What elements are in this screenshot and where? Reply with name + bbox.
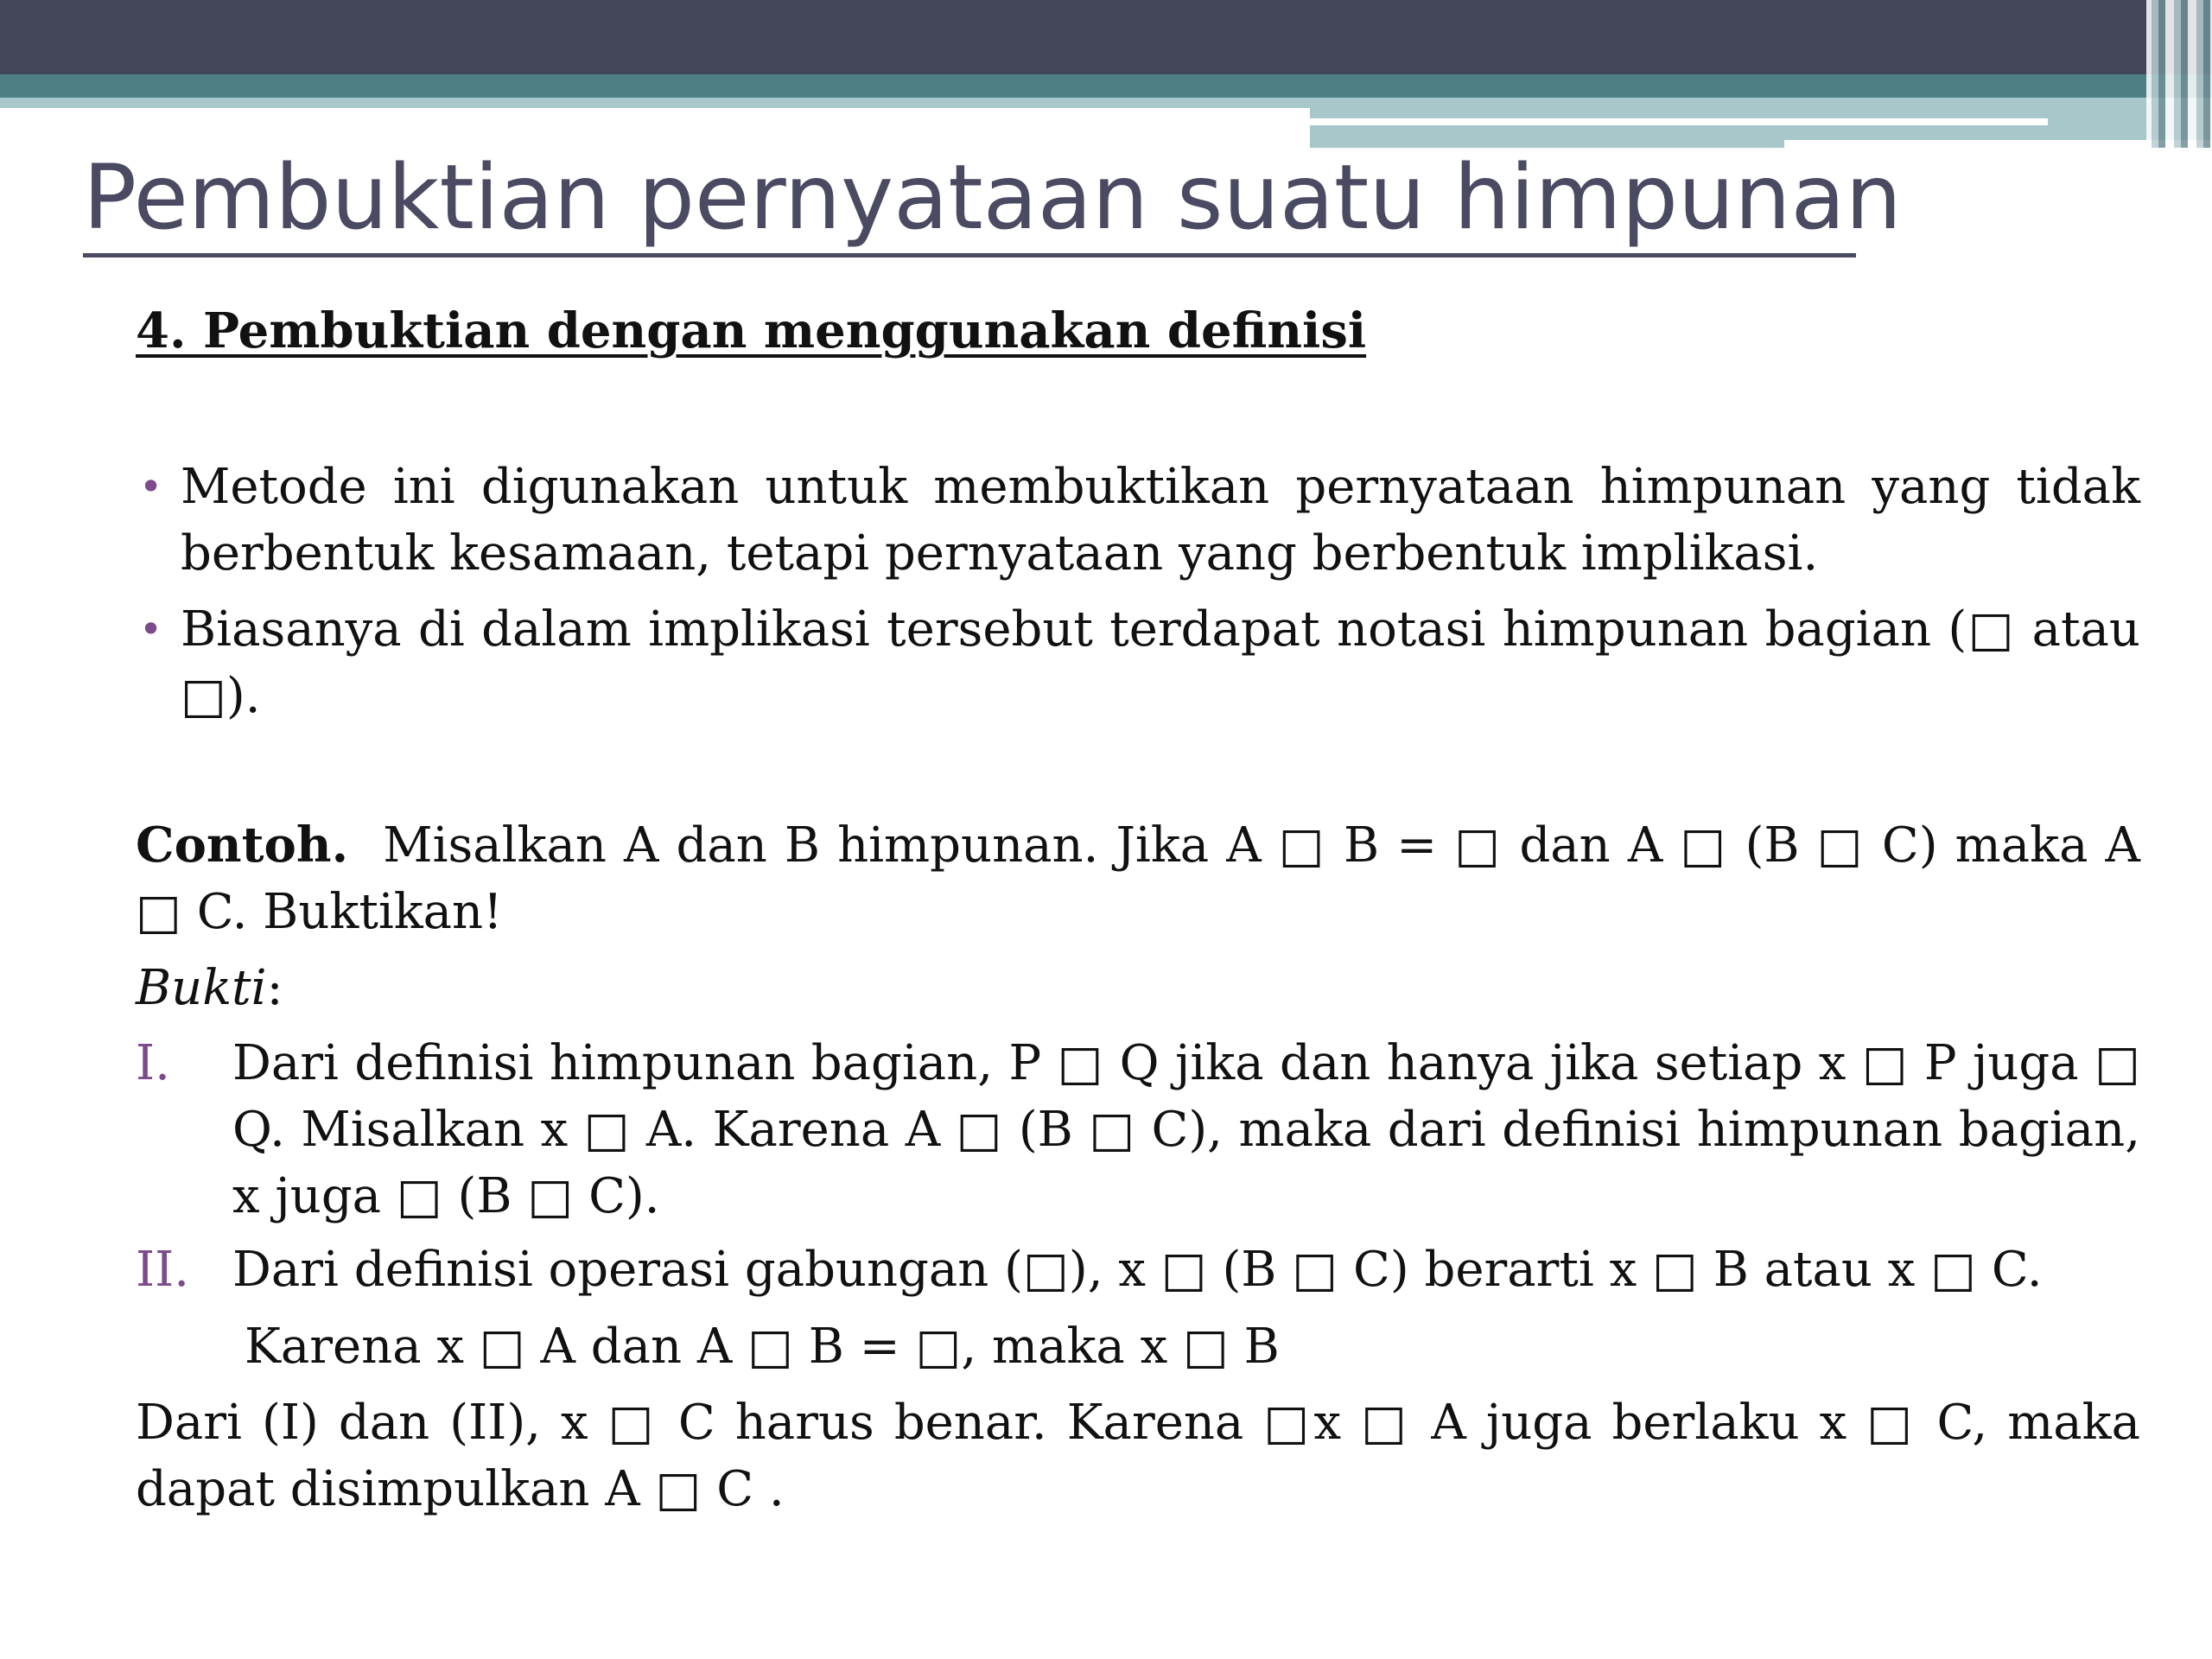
proof-label-text: Bukti — [136, 960, 267, 1016]
example-label: Contoh. — [136, 817, 349, 874]
title-underline — [83, 253, 1856, 257]
conclusion-paragraph: Dari (I) dan (II), x □ C harus benar. Karena □x □ A juga berlaku x □ C, maka dapat disimpulkan A □ C . — [136, 1395, 2140, 1517]
header-band-dark — [0, 0, 2212, 74]
bullet-icon: • — [139, 606, 163, 652]
proof-label-colon: : — [266, 960, 283, 1016]
header-band-light — [0, 98, 1310, 108]
example-paragraph — [136, 812, 2140, 945]
step-number: II. — [136, 1242, 190, 1298]
proof-step — [136, 1030, 2140, 1230]
bullet-icon: • — [139, 463, 163, 510]
proof-steps — [136, 1030, 2140, 1303]
step-number: I. — [136, 1035, 170, 1091]
slide-title: Pembuktian pernyataan suatu himpunan — [83, 146, 1902, 250]
step-continuation: Karena x □ A dan A □ B = □, maka x □ B — [245, 1319, 1280, 1375]
proof-label — [136, 955, 283, 1021]
header-accent-line — [1310, 118, 2048, 125]
bullet-list — [136, 454, 2140, 739]
bullet-text: Biasanya di dalam implikasi tersebut terdapat notasi himpunan bagian (□ atau □). — [181, 601, 2140, 724]
header-edge-stripes — [2146, 0, 2212, 148]
bullet-text: Metode ini digunakan untuk membuktikan pernyataan himpunan yang tidak berbentuk kesamaan, tetapi pernyataan yang berbentuk implikasi. — [181, 459, 2140, 582]
example-text: Misalkan A dan B himpunan. Jika A □ B = □ dan A □ (B □ C) maka A □ C. Buktikan! — [136, 817, 2140, 940]
step-text: Dari definisi himpunan bagian, P □ Q jika dan hanya jika setiap x □ P juga □ Q. Misalkan x □ A. Karena A □ (B □ C), maka dari definisi himpunan bagian, x juga □ (B □ C). — [232, 1035, 2140, 1224]
list-item — [136, 454, 2140, 587]
list-item — [136, 596, 2140, 729]
step-text: Dari definisi operasi gabungan (□), x □ (B □ C) berarti x □ B atau x □ C. — [232, 1242, 2043, 1298]
proof-step — [136, 1236, 2140, 1303]
header-band-teal — [0, 74, 2212, 98]
section-heading: 4. Pembuktian dengan menggunakan definisi — [136, 302, 1367, 359]
